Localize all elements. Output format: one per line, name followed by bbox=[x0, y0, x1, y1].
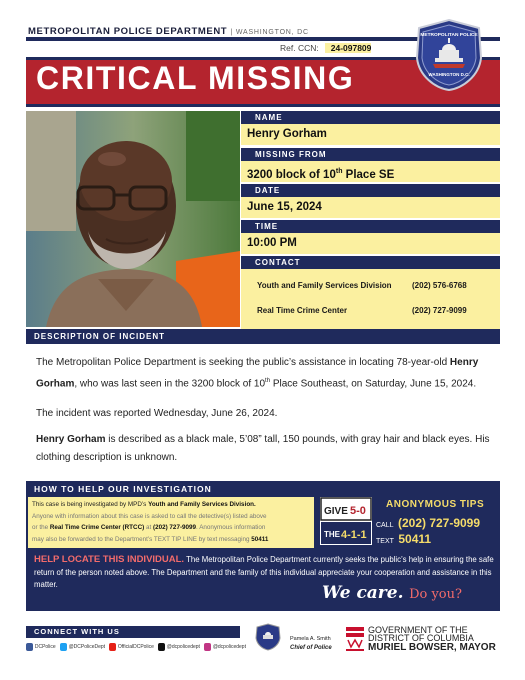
inv-line3-a: or the bbox=[32, 524, 50, 531]
tip-text-line bbox=[376, 530, 431, 548]
description-paragraph-1 bbox=[36, 354, 492, 393]
missing-from-sup: th bbox=[335, 168, 343, 175]
twitter-icon[interactable] bbox=[60, 643, 67, 651]
inv-line3-d: (202) 727-9099 bbox=[152, 524, 197, 531]
help-locate-heading: HELP LOCATE THIS INDIVIDUAL. bbox=[34, 554, 185, 565]
p1-text-b: , who was last seen in the 3200 block of 10 bbox=[74, 378, 266, 390]
give-code-text: 5-0 bbox=[350, 505, 366, 517]
inv-line3-b: Real Time Crime Center (RTCC) bbox=[49, 524, 145, 531]
social-handle[interactable]: @DCPoliceDept bbox=[68, 644, 106, 650]
name-label: NAME bbox=[241, 111, 500, 124]
inv-line2: Anyone with information about this case is asked to call the detective(s) listed above bbox=[32, 512, 267, 520]
we-care-slogan bbox=[322, 583, 462, 603]
ref-value: 24-097809 bbox=[325, 43, 372, 53]
gov-line-2: DISTRICT OF COLUMBIA bbox=[368, 633, 474, 643]
social-handle[interactable]: OfficialDCPolice bbox=[117, 644, 154, 650]
department-name: METROPOLITAN POLICE DEPARTMENT bbox=[28, 26, 228, 37]
facebook-icon[interactable] bbox=[26, 643, 33, 651]
missing-from-value bbox=[241, 161, 500, 182]
missing-from-text: 3200 block of 10 bbox=[247, 168, 336, 181]
social-handle[interactable]: DCPolice bbox=[34, 644, 56, 650]
dc-government-logo bbox=[345, 625, 365, 653]
description-paragraph-3 bbox=[36, 431, 492, 467]
contact-phone[interactable]: (202) 727-9099 bbox=[412, 306, 467, 315]
inv-line4-b: 50411 bbox=[251, 535, 269, 543]
banner-title: CRITICAL MISSING bbox=[36, 60, 355, 96]
missing-person-photo bbox=[26, 111, 240, 327]
description-header: DESCRIPTION OF INCIDENT bbox=[26, 329, 500, 344]
inv-line3-c: at bbox=[144, 524, 153, 531]
contact-row bbox=[257, 306, 467, 315]
instagram-icon[interactable] bbox=[204, 643, 211, 651]
give-5-0-logo bbox=[320, 497, 372, 545]
p3-text: is described as a black male, 5’08” tall, 150 pounds, with gray hair and black eyes. His clothing description is unknown. bbox=[36, 434, 490, 463]
name-value: Henry Gorham bbox=[241, 124, 500, 145]
time-value: 10:00 PM bbox=[241, 233, 500, 254]
p3-name: Henry Gorham bbox=[36, 434, 106, 445]
gov-line-1: GOVERNMENT OF THE bbox=[368, 625, 468, 635]
call-label: CALL bbox=[376, 522, 394, 529]
social-handle[interactable]: @dcpolicedept bbox=[212, 644, 246, 650]
date-value: June 15, 2024 bbox=[241, 197, 500, 218]
give-top-text: GIVE bbox=[324, 506, 348, 517]
social-handle[interactable]: @dcpolicedept bbox=[166, 644, 200, 650]
reference-number bbox=[280, 43, 404, 56]
tiktok-icon[interactable] bbox=[158, 643, 165, 651]
contact-name: Youth and Family Services Division bbox=[257, 281, 392, 290]
connect-with-us-bar: CONNECT WITH US bbox=[26, 626, 240, 638]
investigation-text bbox=[32, 499, 314, 545]
gov-line-3: MURIEL BOWSER, MAYOR bbox=[368, 642, 496, 653]
ref-label: Ref. CCN: bbox=[280, 43, 319, 53]
give-bottom-b: 4-1-1 bbox=[341, 529, 367, 541]
inv-line4-a: may also be forwarded to the Department’s TEXT TIP LINE by text messaging bbox=[32, 535, 252, 543]
do-you-text: Do you? bbox=[409, 587, 462, 602]
badge-top-text: METROPOLITAN POLICE bbox=[420, 33, 478, 38]
p1-text-a: The Metropolitan Police Department is seeking the public’s assistance in locating 78-year-old bbox=[36, 357, 450, 368]
p1-sup: th bbox=[265, 378, 271, 384]
we-care-text: We care. bbox=[322, 583, 404, 603]
inv-line1-a: This case is being investigated by MPD’s bbox=[32, 501, 149, 508]
call-number[interactable]: (202) 727-9099 bbox=[397, 516, 481, 530]
give-bottom-a: THE bbox=[324, 530, 340, 539]
contact-row bbox=[257, 281, 467, 290]
text-label: TEXT bbox=[376, 538, 394, 545]
description-paragraph-2: The incident was reported Wednesday, June 26, 2024. bbox=[36, 408, 278, 419]
department-header: METROPOLITAN POLICE DEPARTMENT | WASHINGTON, DC bbox=[28, 26, 309, 37]
help-investigation-title: HOW TO HELP OUR INVESTIGATION bbox=[34, 484, 212, 494]
inv-line1-b: Youth and Family Services Division. bbox=[148, 501, 256, 508]
time-label: TIME bbox=[241, 220, 500, 233]
contact-list bbox=[241, 269, 500, 332]
contact-phone[interactable]: (202) 576-6768 bbox=[412, 281, 467, 290]
contact-label: CONTACT bbox=[241, 256, 500, 269]
chief-name: Pamela A. Smith bbox=[290, 636, 331, 642]
department-location: WASHINGTON, DC bbox=[235, 29, 309, 36]
missing-from-suffix: Place SE bbox=[342, 168, 395, 181]
contact-name: Real Time Crime Center bbox=[257, 306, 348, 315]
mpd-seal-small bbox=[254, 623, 282, 651]
missing-from-label: MISSING FROM bbox=[241, 148, 500, 161]
p1-text-c: Place Southeast, on Saturday, June 15, 2024. bbox=[270, 378, 477, 390]
inv-line3-e: . Anonymous information bbox=[196, 524, 266, 531]
anonymous-tips-title: ANONYMOUS TIPS bbox=[386, 499, 485, 510]
chief-title: Chief of Police bbox=[290, 645, 332, 651]
social-links bbox=[26, 643, 246, 651]
youtube-icon[interactable] bbox=[109, 643, 116, 651]
mpd-badge-logo bbox=[413, 18, 485, 92]
text-number[interactable]: 50411 bbox=[398, 532, 432, 546]
p1-name: Henry Gorham bbox=[36, 357, 479, 390]
badge-bottom-text: WASHINGTON D.C. bbox=[428, 72, 470, 77]
help-locate-body: The Metropolitan Police Department currently seeks the public’s help in ensuring the safe return of the person noted above. The Department and the family of this individual appreciate your cooperation and assistance in this matter. bbox=[34, 555, 494, 589]
date-label: DATE bbox=[241, 184, 500, 197]
